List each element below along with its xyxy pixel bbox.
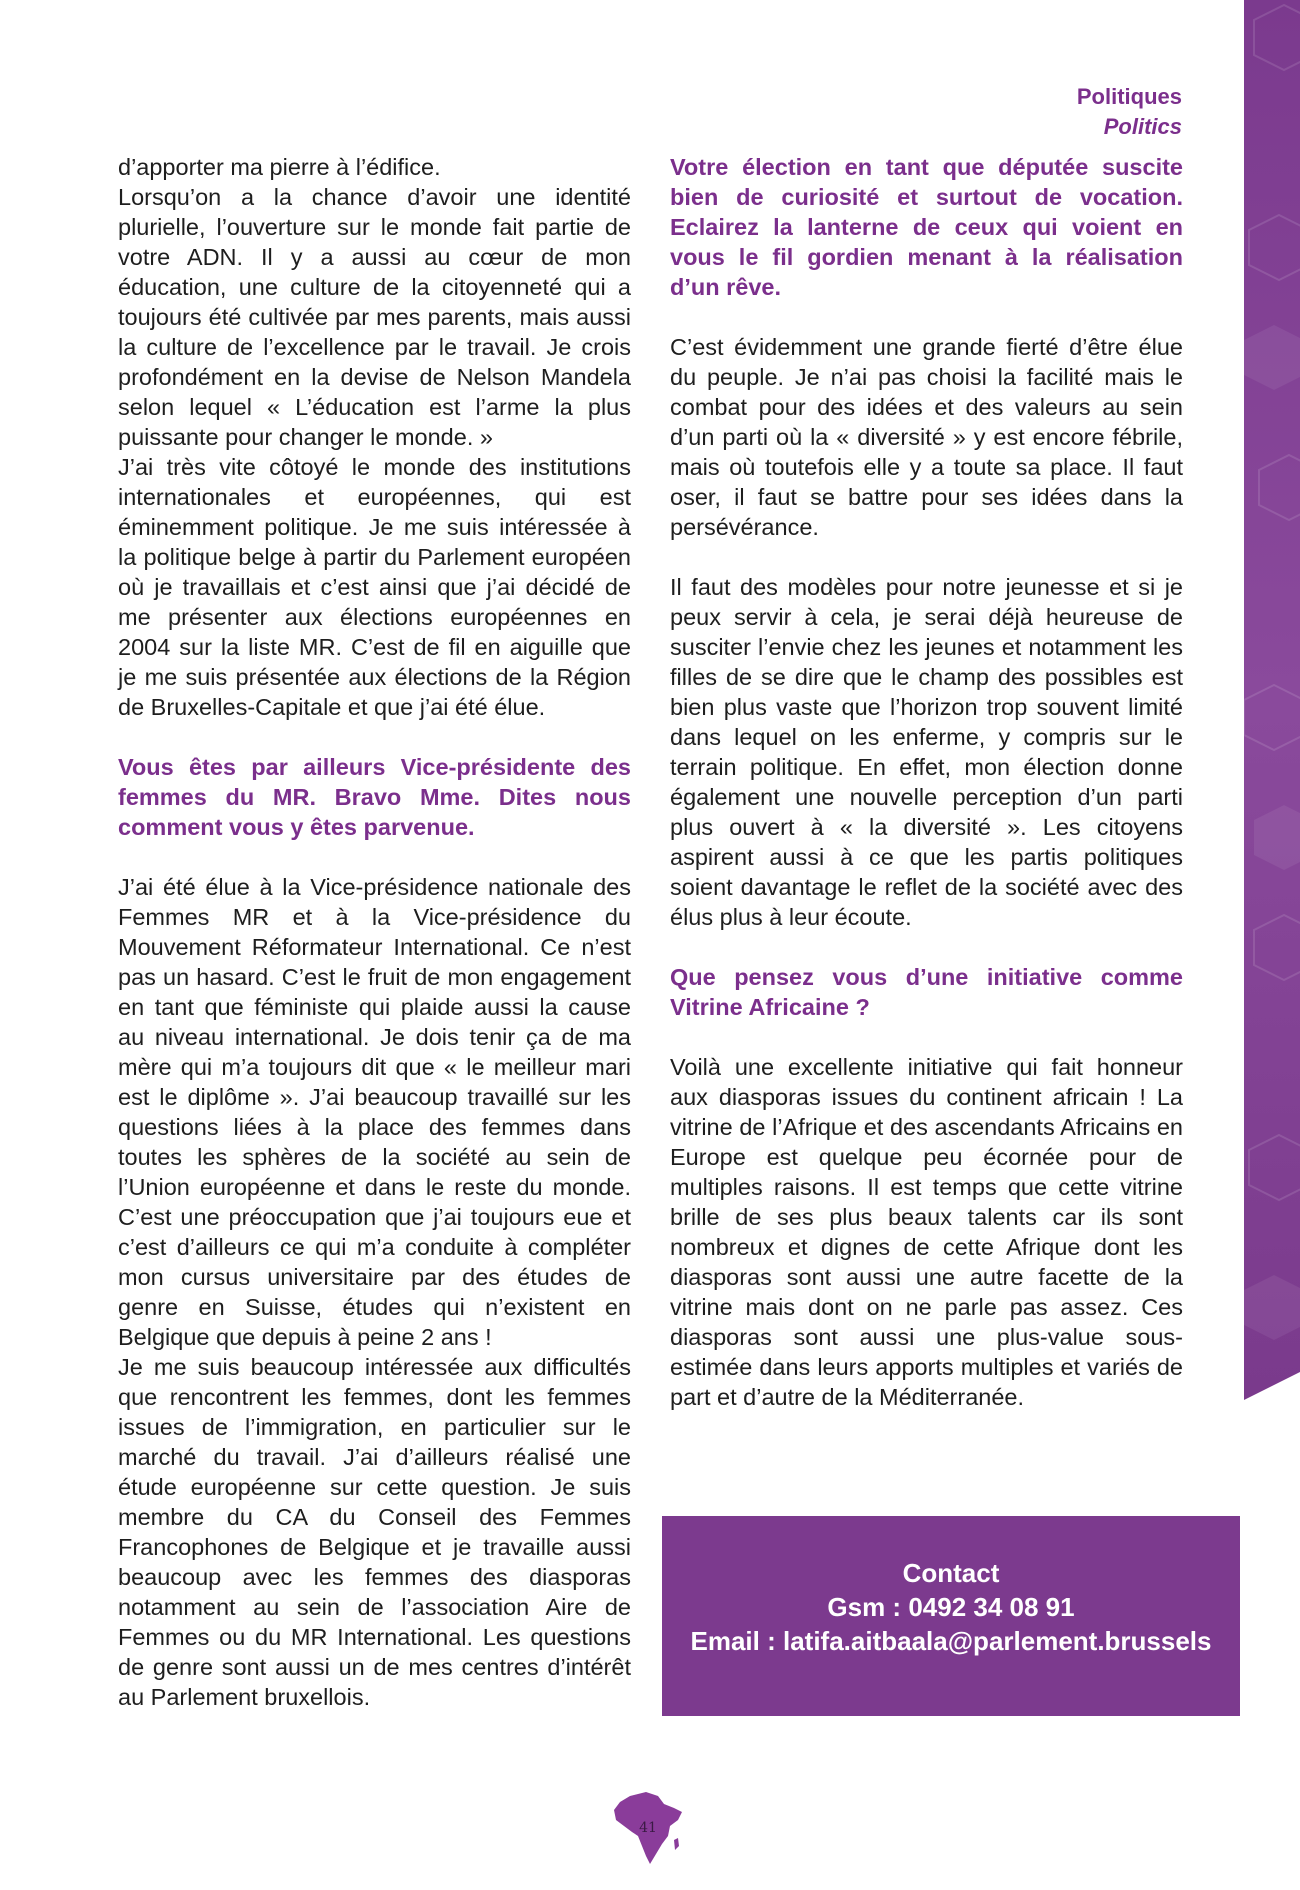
section-title-en: Politics bbox=[1103, 114, 1182, 139]
paragraph: Il faut des modèles pour notre jeunesse et si je peux servir à cela, je serai déjà heureuse de susciter l’envie chez les jeunes et notamment les filles de se dire que le champ des possibles est bien plus vaste que l’horizon trop souvent limité dans lequel on les enferme, y compris sur le terrain politique. En effet, mon élection donne également une nouvelle perception d’un parti plus ouvert à « la diversité ». Les citoyens aspirent aussi à ce que les partis politiques soient davantage le reflet de la société avec des élus plus à leur écoute. bbox=[670, 574, 1183, 930]
page-number: 41 bbox=[639, 1820, 657, 1836]
side-decoration-band bbox=[1244, 0, 1300, 1400]
section-title-fr: Politiques bbox=[1076, 84, 1182, 109]
section-header bbox=[1077, 82, 1182, 142]
paragraph: d’apporter ma pierre à l’édifice. bbox=[118, 154, 441, 180]
paragraph: Je me suis beaucoup intéressée aux difficultés que rencontrent les femmes, dont les femmes issues de l’immigration, en particulier sur le marché du travail. J’ai d’ailleurs réalisé une étude européenne sur cette question. Je suis membre du CA du Conseil des Femmes Francophones de Belgique et je travaille aussi beaucoup avec les femmes des diasporas notamment au sein de l’association Aire de Femmes ou du MR International. Les questions de genre sont aussi un de mes centres d’intérêt au Parlement bruxellois. bbox=[118, 1354, 631, 1710]
interview-question: Votre élection en tant que députée suscite bien de curiosité et surtout de vocation. Eclairez la lanterne de ceux qui voient en vous le fil gordien menant à la réalisation d’un rêve. bbox=[670, 154, 1183, 300]
page-number-badge bbox=[608, 1788, 688, 1868]
contact-email: Email : latifa.aitbaala@parlement.brussels bbox=[690, 1626, 1212, 1656]
paragraph: C’est évidemment une grande fierté d’être élue du peuple. Je n’ai pas choisi la facilité mais le combat pour des idées et des valeurs au sein d’un parti où la « diversité » y est encore fébrile, mais où toutefois elle y a toute sa place. Il faut oser, il faut se battre pour ses idées dans la persévérance. bbox=[670, 334, 1183, 540]
paragraph: J’ai été élue à la Vice-présidence nationale des Femmes MR et à la Vice-présidence du Mouvement Réformateur International. Ce n’est pas un hasard. C’est le fruit de mon engagement en tant que féministe qui plaide aussi la cause au niveau international. Je dois tenir ça de ma mère qui m’a toujours dit que « le meilleur mari est le diplôme ». J’ai beaucoup travaillé sur les questions liées à la place des femmes dans toutes les sphères de la société au sein de l’Union européenne et dans le reste du monde. C’est une préoccupation que j’ai toujours eue et c’est d’ailleurs ce qui m’a conduite à compléter mon cursus universitaire par des études de genre en Suisse, études qui n’existent en Belgique que depuis à peine 2 ans ! bbox=[118, 874, 631, 1350]
paragraph: J’ai très vite côtoyé le monde des institutions internationales et européennes, qui est éminemment politique. Je me suis intéressée à la politique belge à partir du Parlement européen où je travaillais et c’est ainsi que j’ai décidé de me présenter aux élections européennes en 2004 sur la liste MR. C’est de fil en aiguille que je me suis présentée aux élections de la Région de Bruxelles-Capitale et que j’ai été élue. bbox=[118, 454, 631, 720]
hexagon-pattern bbox=[1244, 0, 1300, 1400]
paragraph: Lorsqu’on a la chance d’avoir une identité plurielle, l’ouverture sur le monde fait partie de votre ADN. Il y a aussi au cœur de mon éducation, une culture de la citoyenneté qui a toujours été cultivée par mes parents, mais aussi la culture de l’excellence par le travail. Je crois profondément en la devise de Nelson Mandela selon lequel « L’éducation est l’arme la plus puissante pour changer le monde. » bbox=[118, 184, 631, 450]
right-column bbox=[670, 152, 1183, 1412]
paragraph: Voilà une excellente initiative qui fait honneur aux diasporas issues du continent africain ! La vitrine de l’Afrique et des ascendants Africains en Europe est quelque peu écornée pour de multiples raisons. Il est temps que cette vitrine brille de ses plus beaux talents car ils sont nombreux et dignes de cette Afrique dont les diasporas sont aussi une autre facette de la vitrine mais dont on ne parle pas assez. Ces diasporas sont aussi une plus-value sous-estimée dans leurs apports multiples et variés de part et d’autre de la Méditerranée. bbox=[670, 1054, 1183, 1410]
interview-question: Vous êtes par ailleurs Vice-présidente des femmes du MR. Bravo Mme. Dites nous comment vous y êtes parvenue. bbox=[118, 754, 631, 840]
contact-title: Contact bbox=[902, 1558, 1000, 1588]
contact-box bbox=[662, 1516, 1240, 1716]
interview-question: Que pensez vous d’une initiative comme Vitrine Africaine ? bbox=[670, 964, 1183, 1020]
left-column bbox=[118, 152, 631, 1712]
contact-phone: Gsm : 0492 34 08 91 bbox=[827, 1592, 1075, 1622]
